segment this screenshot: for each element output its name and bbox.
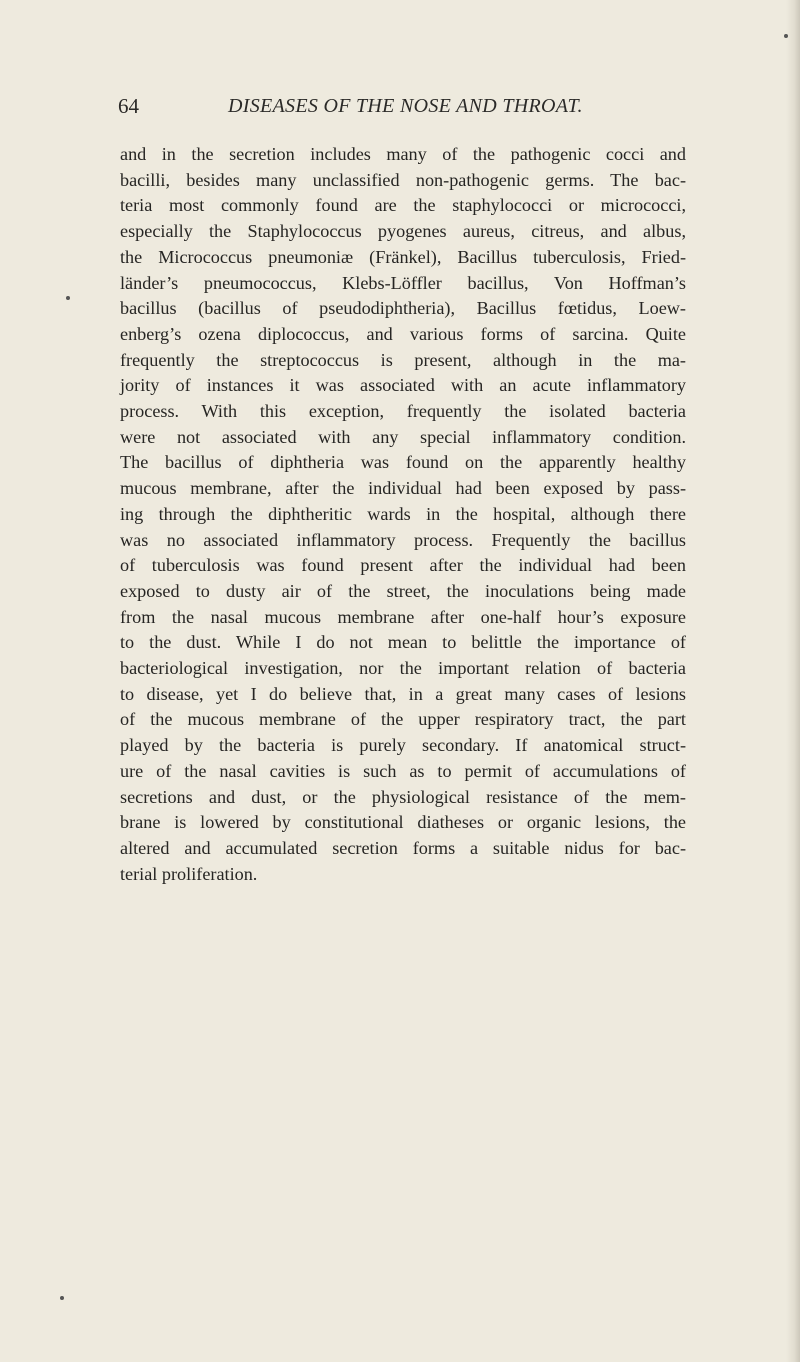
text-line: jority of instances it was associated with an acute inflammatory [120,375,686,396]
text-line: brane is lowered by constitutional diatheses or organic lesions, the [120,812,686,833]
text-line: terial proliferation. [120,863,258,884]
text-line: ure of the nasal cavities is such as to permit of accumulations of [120,760,686,781]
speck-mark [784,34,788,38]
text-line: was no associated inflammatory process. Frequently the bacillus [120,529,686,550]
running-head: DISEASES OF THE NOSE AND THROAT. [228,95,583,117]
text-line: The bacillus of diphtheria was found on the apparently healthy [120,452,686,473]
text-line: secretions and dust, or the physiological resistance of the mem- [120,786,686,807]
text-line: mucous membrane, after the individual had been exposed by pass- [120,478,686,499]
page-number: 64 [118,94,139,118]
text-line: bacilli, besides many unclassified non-pathogenic germs. The bac- [120,169,686,190]
text-line: bacteriological investigation, nor the important relation of bacteria [120,658,686,679]
text-line: of the mucous membrane of the upper respiratory tract, the part [120,709,686,730]
body-paragraph [120,142,686,887]
text-line: were not associated with any special inflammatory condition. [120,426,686,447]
text-line: and in the secretion includes many of the pathogenic cocci and [120,144,686,164]
text-line: enberg’s ozena diplococcus, and various forms of sarcina. Quite [120,323,686,344]
text-line: teria most commonly found are the staphylococci or micrococci, [120,195,686,216]
text-line: played by the bacteria is purely secondary. If anatomical struct- [120,735,686,756]
text-line: especially the Staphylococcus pyogenes aureus, citreus, and albus, [120,221,686,242]
speck-mark [66,296,70,300]
text-line: to the dust. While I do not mean to belittle the importance of [120,632,686,653]
text-line: exposed to dusty air of the street, the inoculations being made [120,580,686,601]
speck-mark [60,1296,64,1300]
text-line: from the nasal mucous membrane after one-half hour’s exposure [120,606,686,627]
text-line: bacillus (bacillus of pseudodiphtheria), Bacillus fœtidus, Loew- [120,298,686,319]
text-line: ing through the diphtheritic wards in the hospital, although there [120,503,686,524]
page-edge-shadow [786,0,800,1362]
text-line: of tuberculosis was found present after the individual had been [120,555,686,576]
text-line: frequently the streptococcus is present, although in the ma- [120,349,686,370]
page-header [118,92,688,120]
text-line: altered and accumulated secretion forms a suitable nidus for bac- [120,837,686,858]
text-line: to disease, yet I do believe that, in a great many cases of lesions [120,683,686,704]
text-line: the Micrococcus pneumoniæ (Fränkel), Bacillus tuberculosis, Fried- [120,246,686,267]
text-line: länder’s pneumococcus, Klebs-Löffler bacillus, Von Hoffman’s [120,272,686,293]
text-line: process. With this exception, frequently the isolated bacteria [120,401,686,422]
